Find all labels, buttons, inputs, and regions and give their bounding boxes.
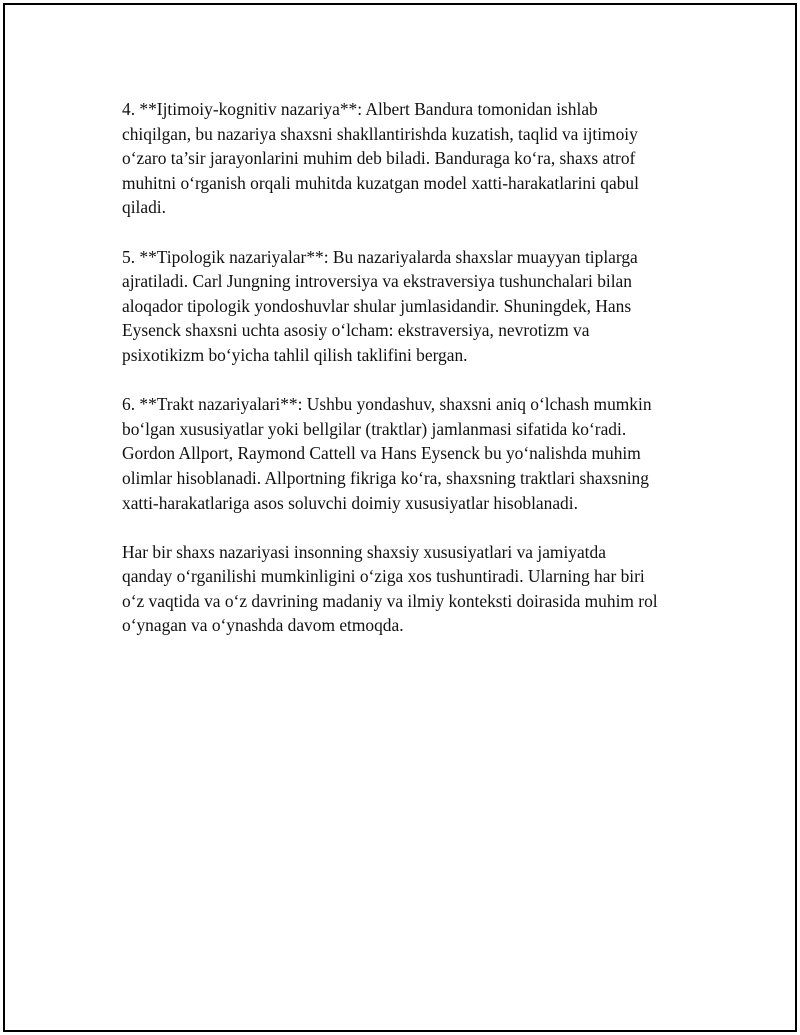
text-line: 5. **Tipologik nazariyalar**: Bu nazariyalarda shaxslar muayyan tiplarga [122,246,638,267]
text-line: qiladi. [122,197,166,218]
paragraph-typological-theories [122,245,702,368]
page-frame [3,3,797,1032]
text-line: ajratiladi. Carl Jungning introversiya va ekstraversiya tushunchalari bilan [122,271,632,292]
text-line: xatti-harakatlariga asos soluvchi doimiy xususiyatlar hisoblanadi. [122,492,578,513]
paragraph-social-cognitive-theory [122,97,702,220]
text-line: olimlar hisoblanadi. Allportning fikriga ko‘ra, shaxsning traktlari shaxsning [122,467,649,488]
text-line: bo‘lgan xususiyatlar yoki bellgilar (traktlar) jamlanmasi sifatida ko‘radi. [122,418,627,439]
paragraph-trait-theories [122,392,702,515]
text-line: Gordon Allport, Raymond Cattell va Hans Eysenck bu yo‘nalishda muhim [122,443,641,464]
text-line: o‘z vaqtida va o‘z davrining madaniy va ilmiy konteksti doirasida muhim rol [122,590,658,611]
text-line: o‘zaro ta’sir jarayonlarini muhim deb biladi. Banduraga ko‘ra, shaxs atrof [122,148,636,169]
document-body [122,97,702,663]
text-line: chiqilgan, bu nazariya shaxsni shakllantirishda kuzatish, taqlid va ijtimoiy [122,123,638,144]
text-line: muhitni o‘rganish orqali muhitda kuzatgan model xatti-harakatlarini qabul [122,172,639,193]
text-line: qanday o‘rganilishi mumkinligini o‘ziga xos tushuntiradi. Ularning har biri [122,566,645,587]
text-line: psixotikizm bo‘yicha tahlil qilish taklifini bergan. [122,344,468,365]
paragraph-conclusion [122,540,702,638]
text-line: aloqador tipologik yondoshuvlar shular jumlasidandir. Shuningdek, Hans [122,295,632,316]
text-line: 4. **Ijtimoiy-kognitiv nazariya**: Albert Bandura tomonidan ishlab [122,99,598,119]
text-line: Eysenck shaxsni uchta asosiy o‘lcham: ekstraversiya, nevrotizm va [122,320,590,341]
text-line: o‘ynagan va o‘ynashda davom etmoqda. [122,615,404,636]
text-line: Har bir shaxs nazariyasi insonning shaxsiy xususiyatlari va jamiyatda [122,541,606,562]
text-line: 6. **Trakt nazariyalari**: Ushbu yondashuv, shaxsni aniq o‘lchash mumkin [122,394,652,415]
